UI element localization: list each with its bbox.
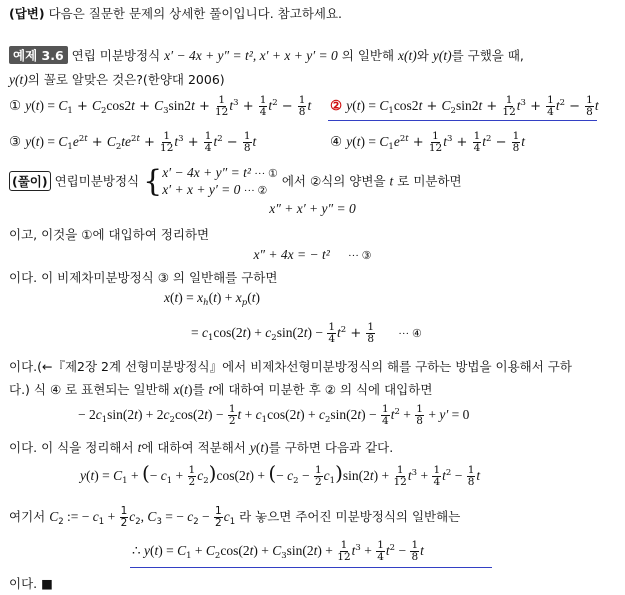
- eq-3-tag: ··· ③: [347, 250, 372, 262]
- final-underline: [130, 567, 492, 568]
- line-substitute: 이고, 이것을 ①에 대입하여 정리하면: [9, 227, 210, 242]
- header-text: 다음은 질문한 문제의 상세한 풀이입니다. 참고하세요.: [48, 6, 343, 21]
- problem-yt-2: y(t): [9, 72, 28, 87]
- system-equations: [162, 165, 278, 199]
- problem-text-c: 를 구했을 때,: [451, 48, 524, 63]
- example-badge: 예제 3.6: [9, 46, 68, 64]
- eq-3: x″ + 4x = − t²: [253, 247, 330, 262]
- option-3-marker: ③: [9, 134, 22, 149]
- problem-line-2: [9, 70, 225, 88]
- option-4-marker: ④: [330, 134, 343, 149]
- end-line: 이다. ■: [9, 576, 53, 591]
- eq-differentiated: x″ + x′ + y″ = 0: [269, 201, 356, 216]
- problem-yt: y(t): [432, 48, 452, 63]
- answer-label: (답변): [9, 6, 45, 21]
- solution-badge: (풀이): [9, 171, 51, 191]
- option-2-marker: ②: [330, 98, 343, 113]
- option-1-marker: ①: [9, 98, 22, 113]
- problem-equation: x′ − 4x + y″ = t², x′ + x + y′ = 0: [164, 48, 338, 63]
- problem-and: 와: [416, 48, 429, 63]
- system-row-1: x′ − 4x + y″ = t² ··· ①: [162, 165, 278, 180]
- eq-xt-split: $x(t) = x_h(t) + x_p(t)$: [164, 290, 260, 308]
- eq-4-tag: ··· ④: [398, 328, 422, 340]
- brace-icon: {: [143, 164, 163, 199]
- problem-xt: x(t): [398, 48, 417, 63]
- option-1: ① $y(t) = C_1 + C_2\cos 2t + C_3\sin 2t$ + $\frac{1}{12}$ $t^3$ + $\frac{1}{4}$ $t^2$ − $\frac{1}{8}$ t: [9, 94, 312, 118]
- option-2: ② $y(t) = C_1\cos 2t + C_2\sin 2t$ + $\frac{1}{12}$ $t^3$ + $\frac{1}{4}$ $t^2$ − $\frac{1}{8}$ t: [330, 94, 599, 118]
- eq-4-line: = $c_1\cos(2t) + c_2\sin(2t)$ − $\frac{1}{4}$ $t^2$ + $\frac{1}{8}$ ··· ④: [191, 321, 422, 345]
- header-line: [9, 4, 342, 22]
- option-4: ④ $y(t) = C_1e^{2t}$ + $\frac{1}{12}$ $t^3$ + $\frac{1}{4}$ $t^2$ − $\frac{1}{8}$ t: [330, 130, 526, 154]
- eq-yt-expanded: $y(t) = C_1$ + (− $c_1$ + $\frac{1}{2}$ $c_2)\cos(2t)$ + (− $c_2$ − $\frac{1}{2}$ $c_1)\sin(2t)$ + $\frac{1}{12}$ $t^3$ + $\frac{1}{4}$ $t^2$ − $\frac{1}{8}$ t: [80, 461, 481, 488]
- solution-after-system: 에서 ②식의 양변을: [281, 173, 386, 189]
- eq-substituted: − $2c_1\sin(2t) + 2c_2\cos(2t)$ − $\frac{1}{2}$ $t + c_1\cos(2t) + c_2\sin(2t)$ − $\frac{1}{4}$ $t^2$ + $\frac{1}{8}$ + y′ = 0: [78, 403, 470, 427]
- solution-intro: 연립미분방정식: [54, 173, 140, 189]
- solution-after-system-2: 로 미분하면: [397, 173, 462, 189]
- line-general: 이다. 이 비제차미분방정식 ③ 의 일반해를 구하면: [9, 270, 278, 285]
- problem-text-a: 연립 미분방정식: [71, 48, 161, 63]
- answer-underline: [328, 120, 597, 121]
- final-answer: ∴ $y(t) = C_1 + C_2\cos(2t) + C_3\sin(2t)$ + $\frac{1}{12}$ $t^3$ + $\frac{1}{4}$ $t^2$ − $\frac{1}{8}$ t: [132, 539, 424, 563]
- problem-text-b: 의 일반해: [341, 48, 395, 63]
- option-3: ③ $y(t) = C_1e^{2t} + C_2te^{2t}$ + $\frac{1}{12}$ $t^3$ + $\frac{1}{4}$ $t^2$ − $\frac{1}{8}$ t: [9, 130, 257, 154]
- line-reference: 이다.(←『제2장 2계 선형미분방정식』에서 비제차선형미분방정식의 해를 구하는 방법을 이용해서 구하: [9, 359, 572, 374]
- solution-system-line: (풀이) 연립미분방정식 { x′ − 4x + y″ = t² ··· ① x′ + x + y′ = 0 ··· ② 에서 ②식의 양변을 t 로 미분하면: [9, 165, 462, 199]
- line-integrate: 이다. 이 식을 정리해서 t에 대하여 적분해서 y(t)를 구하면 다음과 같다.: [9, 440, 394, 455]
- line-reference-2: 다.) 식 ④ 로 표현되는 일반해 x(t)를 t에 대하여 미분한 후 ② 의 식에 대입하면: [9, 382, 433, 397]
- eq-3-line: [0, 247, 625, 263]
- line-where: 여기서 $C_2$ := − $c_1$ + $\frac{1}{2}$ $c_2$, $C_3$ = − $c_2$ − $\frac{1}{2}$ $c_1$ 라 놓으면 주어진 미분방정식의 일반해는: [9, 505, 461, 529]
- problem-text-d: 의 꼴로 알맞은 것은?(한양대 2006): [27, 72, 225, 87]
- system-row-2: x′ + x + y′ = 0 ··· ②: [162, 182, 268, 197]
- problem-line-1: [9, 46, 524, 64]
